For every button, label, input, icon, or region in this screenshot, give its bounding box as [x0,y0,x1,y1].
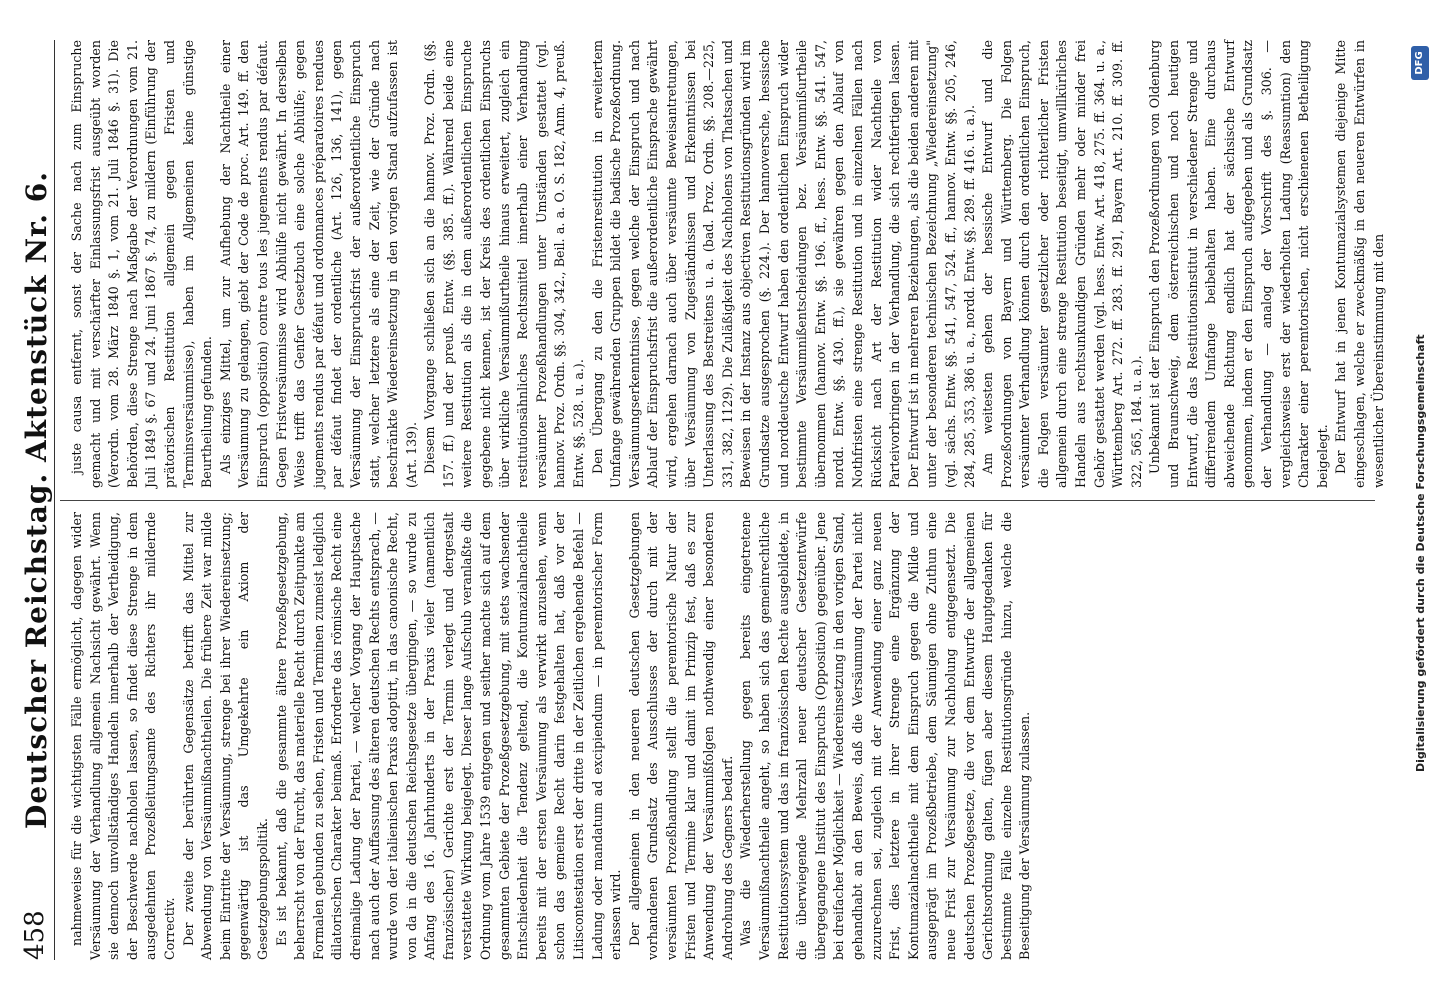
paragraph: Den Übergang zu den die Fristenrestitution in erweitertem Umfange gewährenden Gruppen bildet die badische Prozeßordnung. Versäumungserkenntnisse, gegen welche der Einspruch und nach Ablauf der Einspruchsfrist die außerordentliche Einsprache gewährt wird, ergehen darnach auch über versäumte Beweisantretungen, über Versäumung von Zugeständnissen und Erkenntnissen bei Unterlassung des Bestreitens u. a. (bad. Proz. Ordn. §§. 208.—225, 331, 382, 1129). Die Zuläßigkeit des Nachholens von Thatsachen und Beweisen in der Instanz aus objectiven Restitutionsgründen wird im Grundsatze ausgesprochen (§. 224.). Der hannoversche, hessische und norddeutsche Entwurf haben den ordentlichen Einspruch wider bestimmte Versäumnißentscheidungen bez. Versäumnißurtheile übernommen (hannov. Entw. §§. 196. ff., hess. Entw. §§. 541. 547, nordd. Entw. §§. 430. ff.), sie gewähren gegen den Ablauf von Nothfristen eine strenge Restitution und in einzelnen Fällen nach Rücksicht nach Art der Restitution wider Nachtheile von Parteivorbringen in der Verhandlung, die sich rechtfertigen lassen. Der Entwurf ist in mehreren Beziehungen, als die beiden anderen mit unter der besonderen technischen Bezeichnung „Wiedereinsetzung" (vgl. sächs. Entw. §§. 541, 547, 524. ff., hannov. Entw. §§. 205, 246, 284, 285, 353, 386 u. a., nordd. Entw. §§. 289. ff. 416. u. a.). [589,40,977,488]
page-header [14,40,55,960]
paragraph: Der zweite der berührten Gegensätze betrifft das Mittel zur Abwendung von Versäumnißnachtheilen. Die frühere Zeit war milde beim Eintritte der Versäumung, strenge bei ihrer Wiedereinsetzung; gegenwärtig ist das Umgekehrte ein Axiom der Gesetzgebungspolitik. [180,512,270,960]
paragraph: Am weitesten gehen der hessische Entwurf und die Prozeßordnungen von Bayern und Württemberg. Die Folgen versäumter Verhandlung können durch den ordentlichen Einspruch, die Folgen versäumter gesetzlicher oder richterlicher Fristen allgemein durch eine strenge Restitution beseitigt, umwillkürliches Handeln aus rechtsunkundigen Gründen mehr oder minder frei Gehör gestattet werden (vgl. hess. Entw. Art. 418, 275. ff. 364. u. a., Württemberg Art. 272. ff. 283. ff. 291, Bayern Art. 210. ff. 309. ff. 322, 565, 184. u. a.). [980,40,1144,488]
dfg-logo [1411,46,1429,80]
paragraph: Unbekannt ist der Einspruch den Prozeßordnungen von Oldenburg und Braunschweig, dem österreichischen und noch heutigen Entwurf, die das Restitutionsinstitut in verschiedener Strenge und differirendem Umfange beibehalten haben. Eine durchaus abweichende Richtung endlich hat der sächsische Entwurf genommen, indem er den Einspruch aufgegeben und als Grundsatz der Verhandlung — analog der Vorschrift des §. 306. — vergleichsweise erst der wiederholten Ladung (Reassumtion) den Charakter einer peremtorischen, nicht erschienenen Betheiligung beigelegt. [1147,40,1330,488]
running-title: Deutscher Reichstag. Aktenstück Nr. 6. [20,171,53,829]
text-column-right [68,40,1386,488]
paragraph: juste causa entfernt, sonst der Sache nach zum Einspruche gemacht und mit verschärfter Einlassungsfrist ausgeübt worden (Verordn. vom 28. März 1840 §. 1, vom 21. Juli 1846 §. 31). Die Behörden, diese Strenge nach Maßgabe der Verordnungen vom 21. Juli 1849 §. 67 und 24. Juni 1867 §. 74, zu mildern (Einführung der prätorischen Restitution allgemein gegen Fristen und Terminsversäumnisse), haben im Allgemeinen keine günstige Beurtheilung gefunden. [69,40,215,488]
column-divider [60,500,1375,501]
digitization-note: Digitalisierung gefördert durch die Deutsche Forschungsgemeinschaft [1414,334,1427,772]
paragraph: Als einziges Mittel, um zur Aufhebung der Nachtheile einer Versäumung zu gelangen, giebt der Code de proc. Art. 149. ff. den Einspruch (opposition) contre tous les jugements rendus par défaut. Gegen Fristversäumnisse wird Abhülfe nicht gewährt. In derselben Weise trifft das Genfer Gesetzbuch eine solche Abhülfe; gegen jugements rendus par défaut und ordonnances préparatoires rendues par défaut findet der ordentliche (Art. 126, 136, 141), gegen Versäumung der Einspruchsfrist der außerordentliche Einspruch statt, welcher letztere als eine der Zeit, wie der Gründe nach beschränkte Wiedereinsetzung in den vorigen Stand aufzufassen ist (Art. 139). [217,40,419,488]
paragraph: nahmeweise für die wichtigsten Fälle ermöglicht, dagegen wider Versäumung der Verhandlung allgemein Nachsicht gewährt. Wenn sie dennoch unvollständiges Handeln innerhalb der Vertheidigung, der Beschwerde nachholen lassen, so findet diese Strenge in dem ausgedehnten Prozeßleitungsamte des Richters ihr mildernde Correctiv. [69,512,177,960]
page-number: 458 [20,910,50,960]
digitization-sidebar [1408,0,1432,1000]
paragraph: Der Entwurf hat in jenen Kontumazialsystemen diejenige Mitte eingeschlagen, welche er zweckmäßig in den neueren Entwürfen in wesentlicher Übereinstimmung mit den [1333,40,1386,488]
paragraph: Der allgemeinen in den neueren deutschen Gesetzgebungen vorhandenen Grundsatz des Ausschlusses der durch mit der versäumten Prozeßhandlung stellt die peremtorische Natur der Fristen und Termine klar und damit im Prinzip fest, daß es zur Anwendung der Versäumnißfolgen nothwendig einer besonderen Androhung des Gegners bedarf. [626,512,735,960]
dfg-logo-text: DFG [1414,51,1425,75]
paragraph: Was die Wiederherstellung gegen bereits eingetretene Versäumnißnachtheile angeht, so haben sich das gemeinrechtliche Restitutionssystem und das im französischen Rechte ausgebildete, in die überwiegende Mehrzahl neuer deutscher Gesetzentwürfe übergegangene Institut des Einspruchs (Opposition) gegenüber. Jene bei dreifacher Möglichkeit — Wiedereinsetzung in den vorigen Stand, gehandhabt an den Beweis, daß die Versäumung der Partei nicht zuzurechnen sei, zugleich mit der Anwendung einer ganz neuen Frist, dies letztere in ihrer Strenge eine Ergänzung der Kontumazialnachtheile mit dem Einspruch gegen die Milde und ausgeprägt im Prozeßbetriebe, dem Säumigen ohne Zuthun eine neue Frist zur Versäumung zur Nachholung entgegensetzt. Die deutschen Prozeßgesetze, die vor dem Entwurfe der allgemeinen Gerichtsordnung galten, fügen aber diesem Hauptgedanken für bestimmte Fälle einzelne Restitutionsgründe hinzu, welche die Beseitigung der Versäumung zulassen. [738,512,1033,960]
paragraph: Es ist bekannt, daß die gesammte ältere Prozeßgesetzgebung, beherrscht von der Furcht, das materielle Recht durch Zeitpunkte am Formalen gebunden zu sehen, Fristen und Terminen zumeist lediglich dilatorischen Charakter beimaß. Erforderte das römische Recht eine dreimalige Ladung der Partei, — welcher Vorgang der Hauptsache nach auch der Auffassung des älteren deutschen Rechts entsprach, — wurde von der italienischen Praxis adoptirt, in das canonische Recht, von da in die deutschen Reichsgesetze übergingen, — so wurde zu Anfang des 16. Jahrhunderts in der Praxis vieler (namentlich französischer) Gerichte erst der Termin verlegt und dergestalt verstattete Wirkung beigelegt. Dieser lange Aufschub veranlaßte die Ordnung vom Jahre 1539 entgegen und seither machte sich auf dem gesammten Gebiete der Prozeßgesetzgebung, mit stets wachsender Entschiedenheit die Tendenz geltend, die Kontumazialnachtheile bereits mit der ersten Versäumung als verwirkt anzusehen, wenn schon das gemeine Recht darin festgehalten hat, daß vor der Litiscontestation erst der dritte in der Zeitlichen ergehende Befehl — Ladung oder mandatum ad excipiendum — in peremtorischer Form erlassen wird. [273,512,624,960]
paragraph: Diesem Vorgange schließen sich an die hannov. Proz. Ordn. (§§. 157. ff.) und der preuß. Entw. (§§. 385. ff.). Während beide eine weitere Restitution als die in dem außerordentlichen Einspruche gegebene nicht kennen, ist der Kreis des ordentlichen Einspruchs über wirkliche Versäumnißurtheile hinaus erweitert, zugleich ein restitutionsähnliches Rechtsmittel innerhalb einer Verhandlung versäumter Prozeßhandlungen unter Umständen gestattet (vgl. hannov. Proz. Ordn. §§. 304, 342., Beil. a. a. O. S. 182, Anm. 4, preuß. Entw. §§. 528. u. a.). [422,40,587,488]
text-column-left [68,512,1373,960]
digitization-note-rotated [1408,0,1432,1000]
